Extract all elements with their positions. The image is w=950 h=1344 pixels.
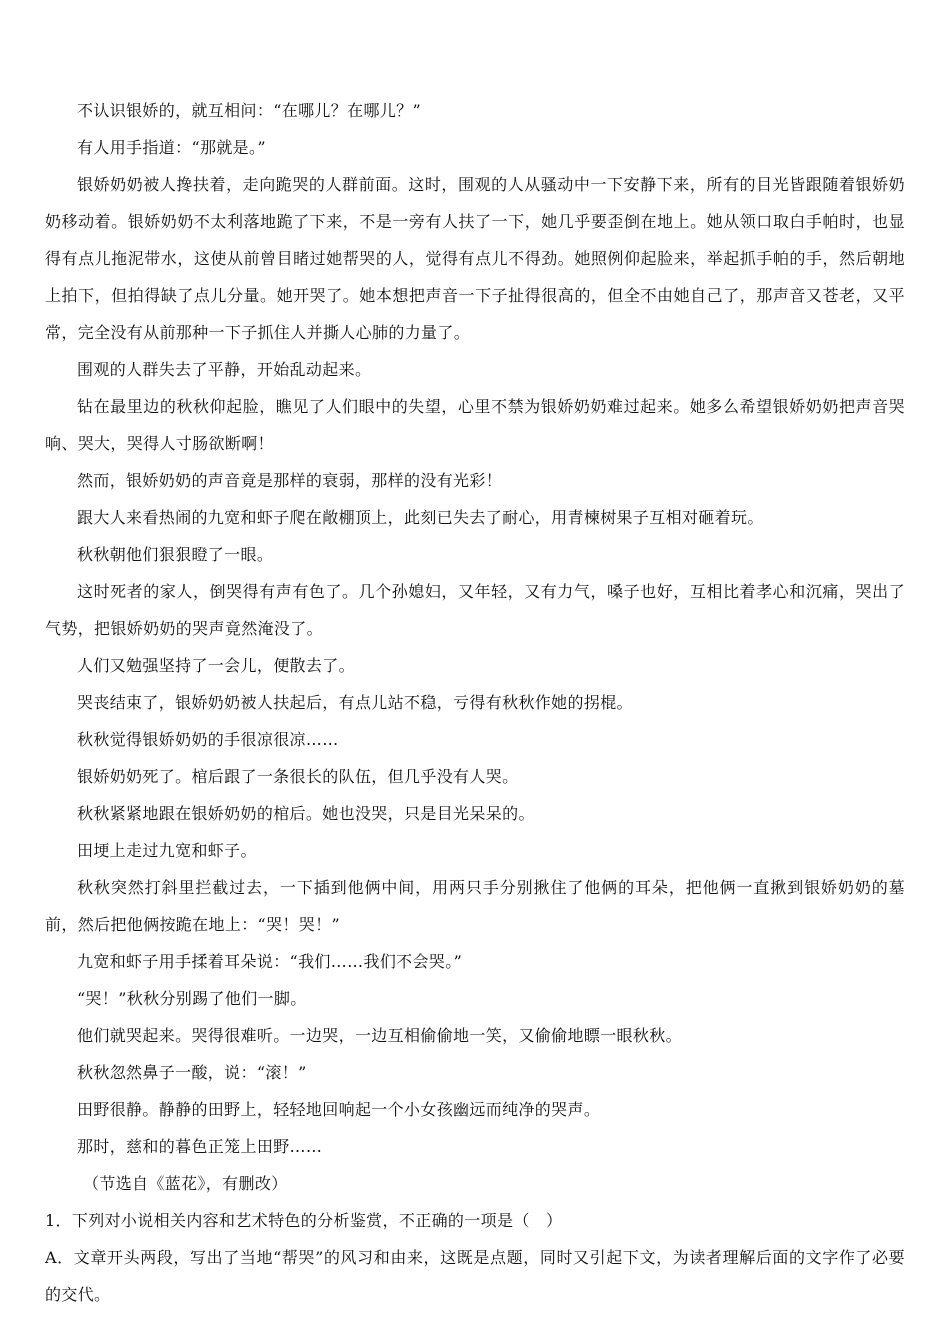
paragraph: 秋秋紧紧地跟在银娇奶奶的棺后。她也没哭，只是目光呆呆的。 [77,804,535,823]
source-note: （节选自《蓝花》，有删改） [83,1174,288,1193]
paragraph: 秋秋忽然鼻子一酸，说：“滚！” [77,1063,307,1082]
answer-option-a: A．文章开头两段，写出了当地“帮哭”的风习和由来，这既是点题，同时又引起下文，为读者理解后面的文字作了必要的交代。 [45,1248,905,1304]
question-stem: 1．下列对小说相关内容和艺术特色的分析鉴赏，不正确的一项是（ ） [45,1211,563,1230]
paragraph: “哭！”秋秋分别踢了他们一脚。 [77,989,307,1008]
paragraph: 银娇奶奶死了。棺后跟了一条很长的队伍，但几乎没有人哭。 [77,767,519,786]
paragraph: 田野很静。静静的田野上，轻轻地回响起一个小女孩幽远而纯净的哭声。 [77,1100,601,1119]
paragraph: 田埂上走过九宽和虾子。 [77,841,257,860]
paragraph: 不认识银娇的，就互相问：“在哪儿？在哪儿？” [77,101,422,120]
paragraph: 这时死者的家人，倒哭得有声有色了。几个孙媳妇，又年轻，又有力气，嗓子也好，互相比着孝心和沉痛，哭出了气势，把银娇奶奶的哭声竟然淹没了。 [45,582,905,638]
paragraph: 然而，银娇奶奶的声音竟是那样的衰弱，那样的没有光彩！ [77,471,503,490]
paragraph: 人们又勉强坚持了一会儿，便散去了。 [77,656,355,675]
paragraph: 秋秋觉得银娇奶奶的手很凉很凉…… [77,730,339,749]
document-page [45,92,905,1313]
paragraph: 哭丧结束了，银娇奶奶被人扶起后，有点儿站不稳，亏得有秋秋作她的拐棍。 [77,693,633,712]
paragraph: 秋秋朝他们狠狠瞪了一眼。 [77,545,274,564]
paragraph: 跟大人来看热闹的九宽和虾子爬在敞棚顶上，此刻已失去了耐心，用青楝树果子互相对砸着玩。 [77,508,764,527]
paragraph: 那时，慈和的暮色正笼上田野…… [77,1137,323,1156]
paragraph: 九宽和虾子用手揉着耳朵说：“我们……我们不会哭。” [77,952,463,971]
paragraph: 秋秋突然打斜里拦截过去，一下插到他俩中间，用两只手分别揪住了他俩的耳朵，把他俩一直揪到银娇奶奶的墓前，然后把他俩按跪在地上：“哭！哭！” [45,878,905,934]
paragraph: 银娇奶奶被人搀扶着，走向跪哭的人群前面。这时，围观的人从骚动中一下安静下来，所有的目光皆跟随着银娇奶奶移动着。银娇奶奶不太利落地跪了下来，不是一旁有人扶了一下，她几乎要歪倒在地上。她从领口取白手帕时，也显得有点儿拖泥带水，这使从前曾目睹过她帮哭的人，觉得有点儿不得劲。她照例仰起脸来，举起抓手帕的手，然后朝地上拍下，但拍得缺了点儿分量。她开哭了。她本想把声音一下子扯得很高的，但全不由她自己了，那声音又苍老，又平常，完全没有从前那种一下子抓住人并撕人心肺的力量了。 [45,175,905,342]
paragraph: 他们就哭起来。哭得很难听。一边哭，一边互相偷偷地一笑，又偷偷地瞟一眼秋秋。 [77,1026,682,1045]
paragraph: 围观的人群失去了平静，开始乱动起来。 [77,360,372,379]
paragraph: 钻在最里边的秋秋仰起脸，瞧见了人们眼中的失望，心里不禁为银娇奶奶难过起来。她多么希望银娇奶奶把声音哭响、哭大，哭得人寸肠欲断啊！ [45,397,905,453]
paragraph: 有人用手指道：“那就是。” [77,138,266,157]
